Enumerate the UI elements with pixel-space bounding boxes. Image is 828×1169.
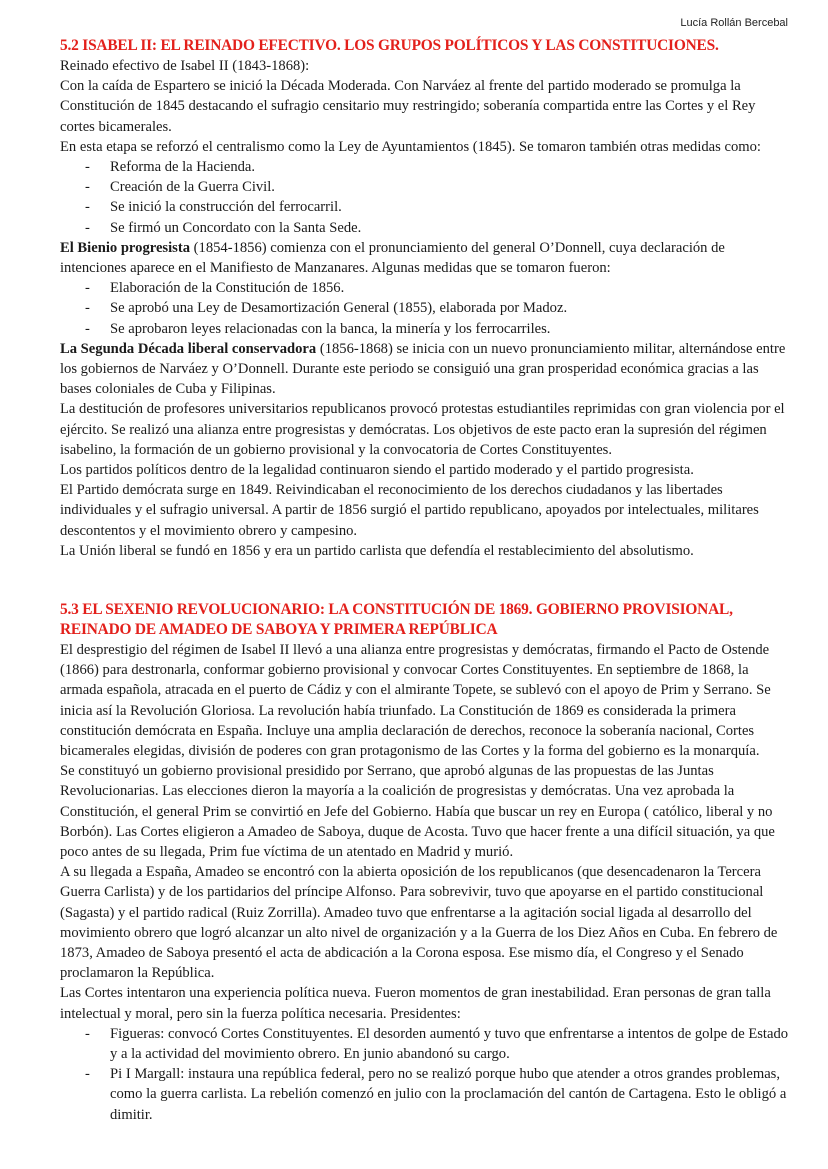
- section-isabel-ii: [60, 36, 790, 561]
- paragraph: A su llegada a España, Amadeo se encontró con la abierta oposición de los republicanos (que desencadenaron la Tercera Guerra Carlista) y de los partidarios del príncipe Alfonso. Para sobrevivir, tuvo que apoyarse en el partido constitucional (Sagasta) y el partido radical (Ruiz Zorrilla). Amadeo tuvo que enfrentarse a la agitación social ligada al desarrollo del movimiento obrero que logró alcanzar un alto nivel de organización y a la Guerra de los Diez Años en Cuba. En febrero de 1873, Amadeo de Saboya presentó el acta de abdicación a la Corona esposa. Ese mismo día, el Congreso y el Senado proclamaron la República.: [60, 864, 778, 982]
- paragraph: El desprestigio del régimen de Isabel II llevó a una alianza entre progresistas y demócratas, firmando el Pacto de Ostende (1866) para destronarla, conformar gobierno provisional y convocar Cortes Constituyentes. En septiembre de 1868, la armada española, atracada en el puerto de Cádiz y con el almirante Topete, se sublevó con el apoyo de Prim y Serrano. Se inicia así la Revolución Gloriosa. La revolución había triunfado. La Constitución de 1869 es considerada la primera constitución demócrata en España. Incluye una amplia declaración de derechos, reconoce la soberanía nacional, Cortes bicamerales elegidas, división de poderes con gran protagonismo de las Cortes y la forma del gobierno es la monarquía.: [60, 642, 771, 760]
- list-item: - Se aprobaron leyes relacionadas con la banca, la minería y los ferrocarriles.: [60, 319, 790, 339]
- list-item: - Elaboración de la Constitución de 1856.: [60, 278, 790, 298]
- paragraph: La Unión liberal se fundó en 1856 y era un partido carlista que defendía el restablecimiento del absolutismo.: [60, 542, 694, 559]
- list-item: - Reforma de la Hacienda.: [60, 157, 790, 177]
- section-title: 5.3 EL SEXENIO REVOLUCIONARIO: LA CONSTITUCIÓN DE 1869. GOBIERNO PROVISIONAL, REINADO DE AMADEO DE SABOYA Y PRIMERA REPÚBLICA: [60, 601, 733, 638]
- paragraph: El Partido demócrata surge en 1849. Reivindicaban el reconocimiento de los derechos ciudadanos y las libertades individuales y el sufragio universal. A partir de 1856 surgió el partido republicano, apoyados por intelectuales, militares descontentos y el movimiento obrero y campesino.: [60, 482, 759, 539]
- bullet-dash: -: [85, 199, 90, 216]
- paragraph: Se constituyó un gobierno provisional presidido por Serrano, que aprobó algunas de las propuestas de las Juntas Revolucionarias. Las elecciones dieron la mayoría a la coalición de progresistas y demócratas. Una vez aprobada la Constitución, el general Prim se convirtió en Jefe del Gobierno. Había que buscar un rey en Europa ( católico, liberal y no Borbón). Las Cortes eligieron a Amadeo de Saboya, duque de Acosta. Tuvo que hacer frente a una difícil situación, ya que poco antes de su llegada, Prim fue víctima de un atentado en Madrid y murió.: [60, 763, 775, 861]
- bullet-list: [60, 278, 790, 339]
- list-item: - Pi I Margall: instaura una república federal, pero no se realizó porque hubo que atender a otros grandes problemas, como la guerra carlista. La rebelión comenzó en julio con la proclamación del cantón de Cartagena. Esto le obligó a dimitir.: [85, 1066, 787, 1123]
- bullet-dash: -: [85, 219, 90, 236]
- paragraph: Las Cortes intentaron una experiencia política nueva. Fueron momentos de gran inestabilidad. Eran personas de gran talla intelectual y moral, pero sin la fuerza política necesaria. Presidentes:: [60, 985, 771, 1022]
- bullet-dash: -: [85, 280, 90, 297]
- paragraph: Reinado efectivo de Isabel II (1843-1868):: [60, 58, 310, 74]
- bold-term: El Bienio progresista: [60, 239, 191, 256]
- bullet-list: [60, 157, 790, 238]
- bullet-dash: -: [85, 159, 90, 176]
- bold-term: La Segunda Década liberal conservadora: [60, 340, 317, 357]
- paragraph: Los partidos políticos dentro de la legalidad continuaron siendo el partido moderado y el partido progresista.: [60, 462, 694, 479]
- section-sexenio: [60, 600, 790, 1125]
- paragraph: El Bienio progresista (1854-1856) comienza con el pronunciamiento del general O’Donnell, cuya declaración de intenciones aparece en el Manifiesto de Manzanares. Algunas medidas que se tomaron fueron:: [60, 239, 725, 277]
- bullet-dash: -: [85, 1066, 90, 1083]
- list-item: - Se aprobó una Ley de Desamortización General (1855), elaborada por Madoz.: [60, 298, 790, 318]
- section-title: 5.2 ISABEL II: EL REINADO EFECTIVO. LOS GRUPOS POLÍTICOS Y LAS CONSTITUCIONES.: [60, 37, 719, 54]
- paragraph: La Segunda Década liberal conservadora (1856-1868) se inicia con un nuevo pronunciamiento militar, alternándose entre los gobiernos de Narváez y O’Donnell. Durante este periodo se consiguió una gran prosperidad económica gracias a las bases coloniales de Cuba y Filipinas.: [60, 340, 786, 398]
- list-item: - Figueras: convocó Cortes Constituyentes. El desorden aumentó y tuvo que enfrentarse a intentos de golpe de Estado y a la actividad del movimiento obrero. En junio abandonó su cargo.: [85, 1025, 789, 1063]
- bullet-dash: -: [85, 300, 90, 317]
- author-name: Lucía Rollán Bercebal: [680, 17, 788, 29]
- list-item: - Creación de la Guerra Civil.: [60, 177, 790, 197]
- list-item: - Se inició la construcción del ferrocarril.: [60, 197, 790, 217]
- bullet-dash: -: [85, 320, 90, 337]
- paragraph: La destitución de profesores universitarios republicanos provocó protestas estudiantiles reprimidas con gran violencia por el ejército. Se realizó una alianza entre progresistas y demócratas. Los objetivos de este pacto eran la supresión del régimen isabelino, la formación de un gobierno provisional y la convocatoria de Cortes Constituyentes.: [60, 401, 785, 458]
- bullet-list: [60, 1024, 790, 1125]
- paragraph: Con la caída de Espartero se inició la Década Moderada. Con Narváez al frente del partido moderado se promulga la Constitución de 1845 destacando el sufragio censitario muy restringido; soberanía compartida entre las Cortes y el Rey cortes bicamerales.: [60, 78, 756, 135]
- bullet-dash: -: [85, 179, 90, 196]
- paragraph: En esta etapa se reforzó el centralismo como la Ley de Ayuntamientos (1845). Se tomaron también otras medidas como:: [60, 138, 761, 155]
- bullet-dash: -: [85, 1025, 90, 1042]
- list-item: - Se firmó un Concordato con la Santa Sede.: [60, 218, 790, 238]
